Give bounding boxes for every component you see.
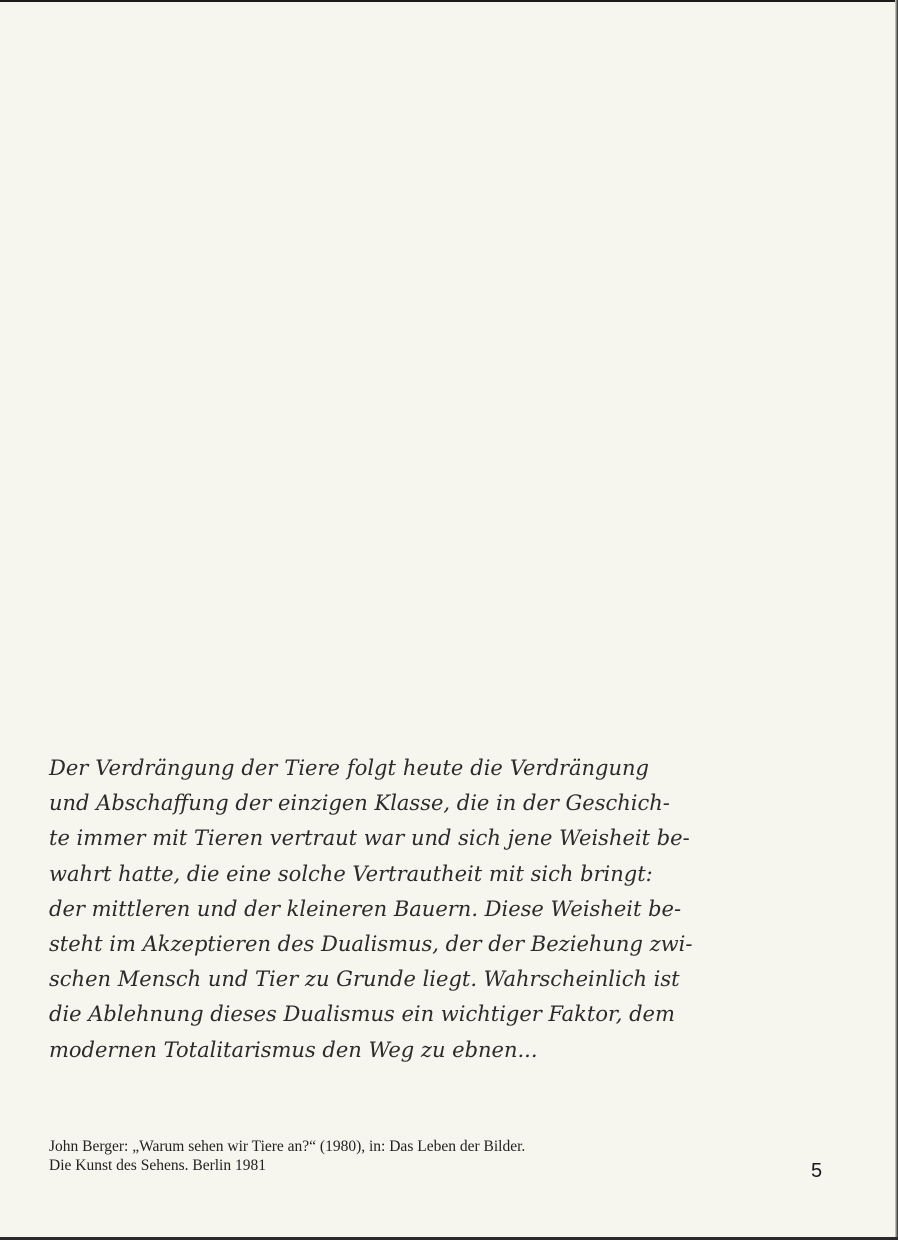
quote-line: modernen Totalitarismus den Weg zu ebnen...	[49, 1037, 538, 1062]
quote-line: schen Mensch und Tier zu Grunde liegt. Wahrscheinlich ist	[49, 967, 680, 992]
quote-line: die Ablehnung dieses Dualismus ein wichtiger Faktor, dem	[49, 1002, 675, 1027]
citation	[49, 1137, 689, 1175]
quote-line: wahrt hatte, die eine solche Vertrautheit mit sich bringt:	[49, 861, 653, 886]
citation-line: Die Kunst des Sehens. Berlin 1981	[49, 1157, 266, 1174]
page-top-edge	[0, 0, 898, 2]
quote-line: der mittleren und der kleineren Bauern. Diese Weisheit be-	[49, 896, 682, 921]
quote-line: steht im Akzeptieren des Dualismus, der der Beziehung zwi-	[49, 931, 693, 956]
citation-line: John Berger: „Warum sehen wir Tiere an?“ (1980), in: Das Leben der Bilder.	[49, 1138, 526, 1155]
quote-line: te immer mit Tieren vertraut war und sich jene Weisheit be-	[49, 826, 690, 851]
page-number: 5	[811, 1160, 823, 1182]
quote-line: und Abschaffung der einzigen Klasse, die in der Geschich-	[49, 791, 670, 816]
quote-line: Der Verdrängung der Tiere folgt heute die Verdrängung	[49, 756, 649, 780]
quote-block	[49, 751, 693, 1068]
